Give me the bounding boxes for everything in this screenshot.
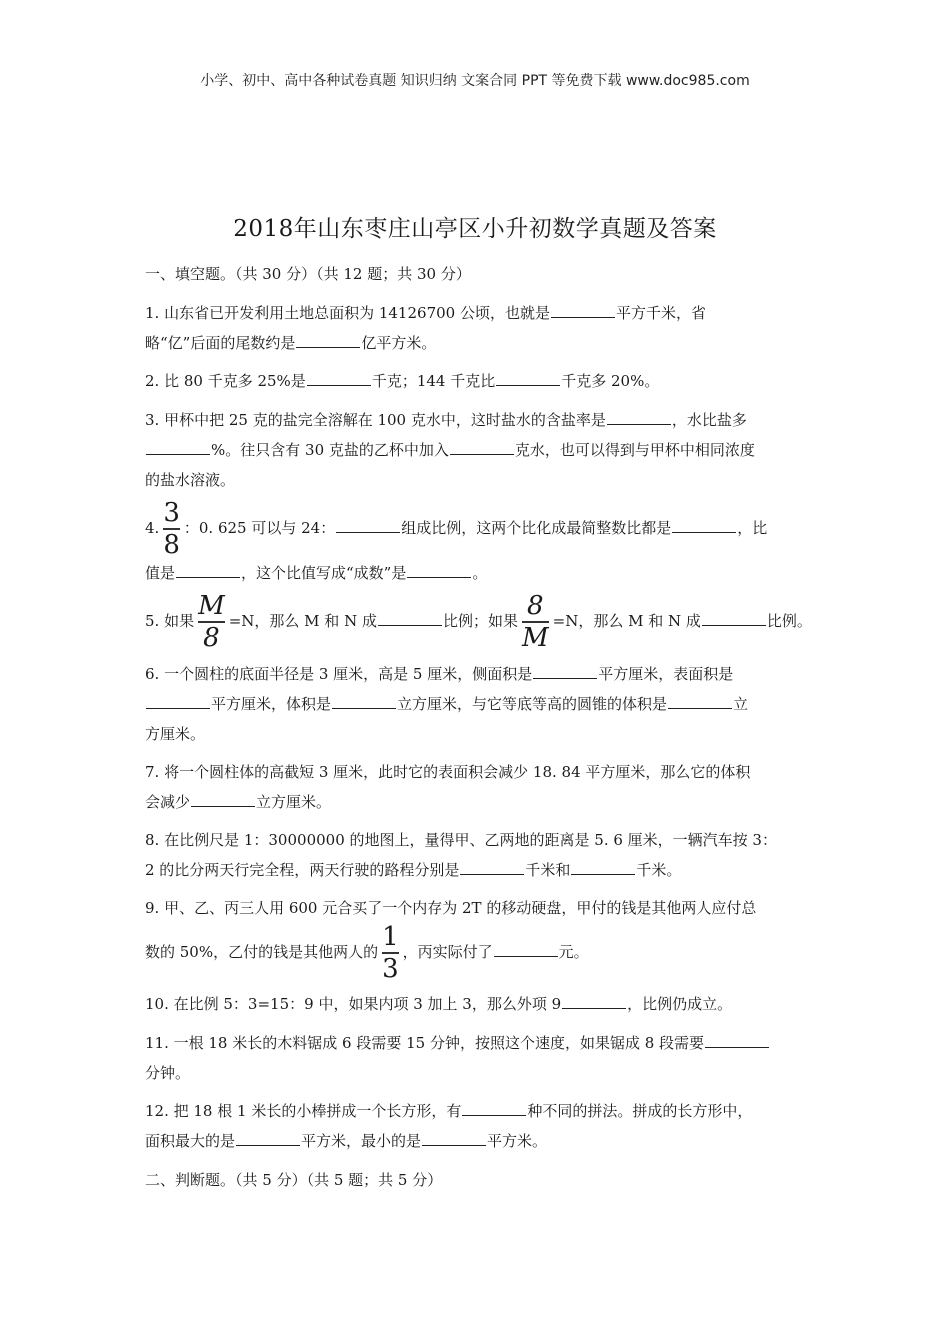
answer-blank[interactable] <box>494 941 558 957</box>
answer-blank[interactable] <box>705 1032 769 1048</box>
question-8-line-2: 2 的比分两天行完全程，两天行驶的路程分别是 千米和 千米。 <box>145 861 682 879</box>
answer-blank[interactable] <box>533 663 597 679</box>
question-3-line-2: %。往只含有 30 克盐的乙杯中加入 克水，也可以得到与甲杯中相同浓度 <box>145 439 755 461</box>
fraction-three-eighths: $\frac{3}{8}$ <box>163 498 180 560</box>
question-4-line-1: 4. $\frac{3}{8}$ ：0. 625 可以与 24： 组成比例，这两个比化成最简整数比都是 ，比 <box>145 498 768 560</box>
answer-blank[interactable] <box>236 1130 300 1146</box>
fraction-8-over-m: $\frac{8}{M}$ <box>522 591 549 653</box>
answer-blank[interactable] <box>702 610 766 626</box>
answer-blank[interactable] <box>146 693 210 709</box>
answer-blank[interactable] <box>336 517 400 533</box>
question-12-line-2: 面积最大的是 平方米，最小的是 平方米。 <box>145 1132 548 1150</box>
question-6-line-3: 方厘米。 <box>145 725 206 743</box>
answer-blank[interactable] <box>191 791 255 807</box>
answer-blank[interactable] <box>496 370 560 386</box>
answer-blank[interactable] <box>146 439 210 455</box>
answer-blank[interactable] <box>307 370 371 386</box>
section-2-heading: 二、判断题。（共 5 分）（共 5 题；共 5 分） <box>145 1171 443 1189</box>
question-1-line-1: 1. 山东省已开发利用土地总面积为 14126700 公顷，也就是 平方千米，省 <box>145 304 706 322</box>
question-1-line-2: 略“亿”后面的尾数约是 亿平方米。 <box>145 334 437 352</box>
answer-blank[interactable] <box>668 693 732 709</box>
question-6-line-2: 平方厘米，体积是 立方厘米，与它等底等高的圆锥的体积是 立 <box>145 693 748 715</box>
question-10: 10. 在比例 5：3=15：9 中，如果内项 3 加上 3，那么外项 9 ，比例仍成立。 <box>145 995 733 1013</box>
answer-blank[interactable] <box>176 562 240 578</box>
question-3-line-1: 3. 甲杯中把 25 克的盐完全溶解在 100 克水中，这时盐水的含盐率是 ，水比盐多 <box>145 411 747 429</box>
question-11-line-1: 11. 一根 18 米长的木料锯成 6 段需要 15 分钟，按照这个速度，如果锯成 8 段需要 <box>145 1032 770 1054</box>
question-9-line-1: 9. 甲、乙、丙三人用 600 元合买了一个内存为 2T 的移动硬盘，甲付的钱是其他两人应付总 <box>145 899 757 917</box>
page-header: 小学、初中、高中各种试卷真题 知识归纳 文案合同 PPT 等免费下载 www.doc985.com <box>200 73 750 89</box>
section-1-heading: 一、填空题。（共 30 分）（共 12 题；共 30 分） <box>145 265 471 283</box>
question-7-line-2: 会减少 立方厘米。 <box>145 793 332 811</box>
question-5: 5. 如果 $\frac{M}{8}$ =N，那么 M 和 N 成 比例；如果 $\frac{8}{M}$ =N，那么 M 和 N 成 比例。 <box>145 591 812 653</box>
question-11-line-2: 分钟。 <box>145 1064 191 1082</box>
question-8-line-1: 8. 在比例尺是 1：30000000 的地图上，量得甲、乙两地的距离是 5. 6 厘米，一辆汽车按 3： <box>145 831 777 849</box>
answer-blank[interactable] <box>551 302 615 318</box>
answer-blank[interactable] <box>460 859 524 875</box>
answer-blank[interactable] <box>407 562 471 578</box>
answer-blank[interactable] <box>607 409 671 425</box>
answer-blank[interactable] <box>422 1130 486 1146</box>
answer-blank[interactable] <box>378 610 442 626</box>
answer-blank[interactable] <box>462 1100 526 1116</box>
question-2: 2. 比 80 千克多 25%是 千克；144 千克比 千克多 20%。 <box>145 372 660 390</box>
question-6-line-1: 6. 一个圆柱的底面半径是 3 厘米，高是 5 厘米，侧面积是 平方厘米，表面积是 <box>145 665 734 683</box>
fraction-one-third: $\frac{1}{3}$ <box>382 922 399 984</box>
answer-blank[interactable] <box>562 993 626 1009</box>
answer-blank[interactable] <box>672 517 736 533</box>
fraction-m-over-8: $\frac{M}{8}$ <box>198 591 225 653</box>
answer-blank[interactable] <box>450 439 514 455</box>
page-title: 2018年山东枣庄山亭区小升初数学真题及答案 <box>233 216 717 242</box>
question-3-line-3: 的盐水溶液。 <box>145 471 236 489</box>
question-4-line-2: 值是 ，这个比值写成“成数”是 。 <box>145 564 488 582</box>
question-9-line-2: 数的 50%，乙付的钱是其他两人的 $\frac{1}{3}$ ，丙实际付了 元。 <box>145 922 589 984</box>
question-7-line-1: 7. 将一个圆柱体的高截短 3 厘米，此时它的表面积会减少 18. 84 平方厘米，那么它的体积 <box>145 763 751 781</box>
answer-blank[interactable] <box>296 332 360 348</box>
answer-blank[interactable] <box>571 859 635 875</box>
question-12-line-1: 12. 把 18 根 1 米长的小棒拼成一个长方形，有 种不同的拼法。拼成的长方形中， <box>145 1102 753 1120</box>
answer-blank[interactable] <box>332 693 396 709</box>
